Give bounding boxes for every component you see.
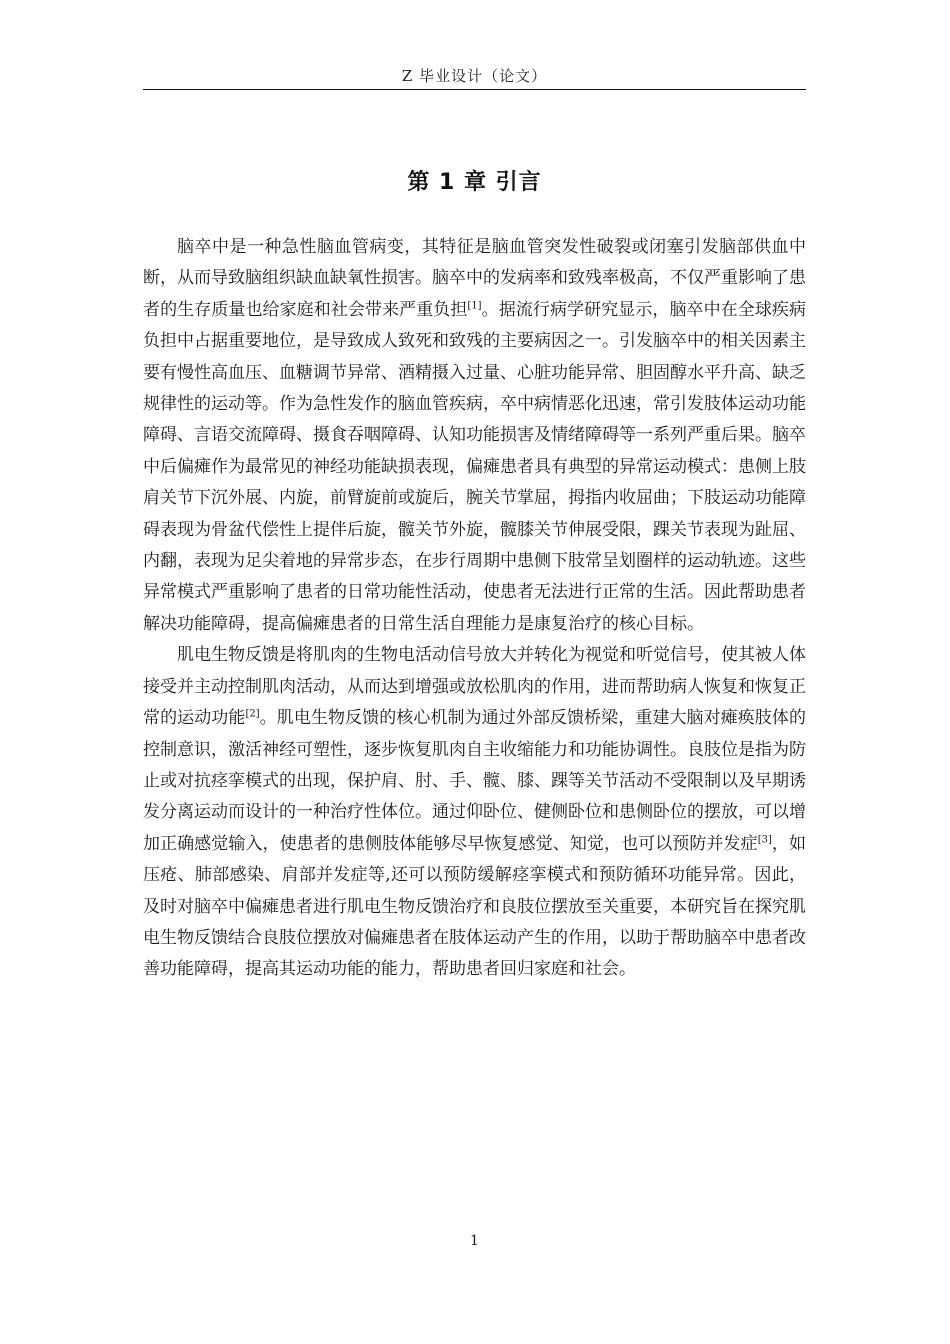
paragraph-1 [143,232,806,640]
citation-1: [1] [467,300,482,312]
header-divider [143,89,806,90]
body-text [143,232,806,986]
paragraph-1-text-b: 。据流行病学研究显示，脑卒中在全球疾病负担中占据重要地位，是导致成人致死和致残的主要病因之一。引发脑卒中的相关因素主要有慢性高血压、血糖调节异常、酒精摄入过量、心脏功能异常、胆固醇水平升高、缺乏规律性的运动等。作为急性发作的脑血管疾病，卒中病情恶化迅速，常引发肢体运动功能障碍、言语交流障碍、摄食吞咽障碍、认知功能损害及情绪障碍等一系列严重后果。脑卒中后偏瘫作为最常见的神经功能缺损表现，偏瘫患者具有典型的异常运动模式：患侧上肢肩关节下沉外展、内旋，前臂旋前或旋后，腕关节掌屈，拇指内收屈曲；下肢运动功能障碍表现为骨盆代偿性上提伴后旋，髋关节外旋，髋膝关节伸展受限，踝关节表现为趾屈、内翻，表现为足尖着地的异常步态，在步行周期中患侧下肢常呈划圈样的运动轨迹。这些异常模式严重影响了患者的日常功能性活动，使患者无法进行正常的生活。因此帮助患者解决功能障碍，提高偏瘫患者的日常生活自理能力是康复治疗的核心目标。 [143,299,807,634]
page-header-title: Z 毕业设计（论文） [401,67,548,85]
citation-2: [2] [245,708,260,720]
paragraph-2 [143,640,806,985]
paragraph-2-text-c: ，如压疮、肺部感染、肩部并发症等,还可以预防缓解痉挛模式和预防循环功能异常。因此，及时对脑卒中偏瘫患者进行肌电生物反馈治疗和良肢位摆放至关重要，本研究旨在探究肌电生物反馈结合良肢位摆放对偏瘫患者在肢体运动产生的作用，以助于帮助脑卒中患者改善功能障碍，提高其运动功能的能力，帮助患者回归家庭和社会。 [143,833,807,980]
citation-3: [3] [757,834,772,846]
chapter-title: 第 1 章 引言 [407,170,542,195]
paragraph-1-text-a: 脑卒中是一种急性脑血管病变，其特征是脑血管突发性破裂或闭塞引发脑部供血中断，从而导致脑组织缺血缺氧性损害。脑卒中的发病率和致残率极高，不仅严重影响了患者的生存质量也给家庭和社会带来严重负担 [143,237,806,320]
paragraph-2-text-b: 。肌电生物反馈的核心机制为通过外部反馈桥梁，重建大脑对瘫痪肢体的控制意识，激活神经可塑性，逐步恢复肌肉自主收缩能力和功能协调性。良肢位是指为防止或对抗痉挛模式的出现，保护肩、肘、手、髋、膝、踝等关节活动不受限制以及早期诱发分离运动而设计的一种治疗性体位。通过仰卧位、健侧卧位和患侧卧位的摆放，可以增加正确感觉输入，使患者的患侧肢体能够尽早恢复感觉、知觉，也可以预防并发症 [143,708,807,854]
page-number: 1 [470,1233,479,1249]
paragraph-2-text-a: 肌电生物反馈是将肌肉的生物电活动信号放大并转化为视觉和听觉信号，使其被人体接受并主动控制肌肉活动，从而达到增强或放松肌肉的作用，进而帮助病人恢复和恢复正常的运动功能 [143,645,806,729]
